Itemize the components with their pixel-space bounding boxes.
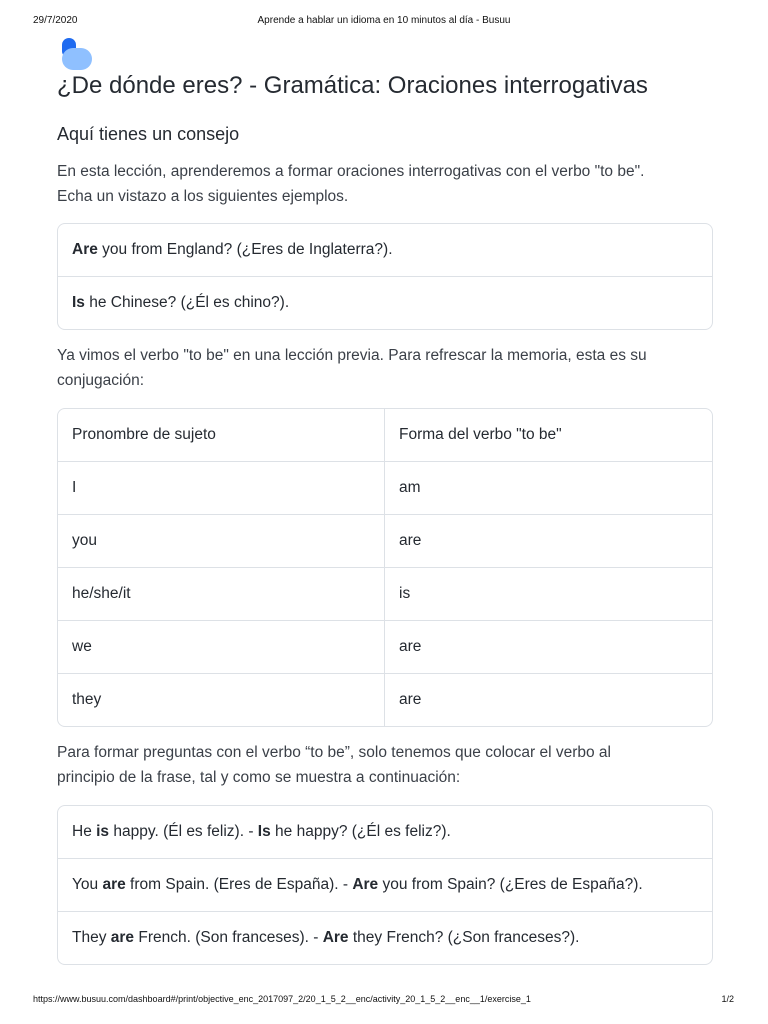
intro-line: En esta lección, aprenderemos a formar oraciones interrogativas con el verbo "to be". bbox=[57, 163, 645, 180]
questions-line: Para formar preguntas con el verbo “to be”, solo tenemos que colocar el verbo al bbox=[57, 744, 611, 761]
table-row bbox=[58, 462, 712, 515]
verb-form-cell: are bbox=[399, 638, 422, 655]
transformations-box bbox=[57, 805, 713, 965]
logo-lower-bowl bbox=[62, 48, 92, 70]
example-verb: Are bbox=[72, 241, 98, 258]
table-row bbox=[58, 674, 712, 726]
page-title: ¿De dónde eres? - Gramática: Oraciones interrogativas bbox=[57, 72, 648, 99]
question-rest: he happy? (¿Él es feliz?). bbox=[270, 823, 451, 840]
example-verb: Is bbox=[72, 294, 85, 311]
recall-paragraph bbox=[57, 343, 717, 393]
examples-box bbox=[57, 223, 713, 330]
print-url: https://www.busuu.com/dashboard#/print/objective_enc_2017097_2/20_1_5_2__enc/activity_20_1_5_2__enc__1/exercise_1 bbox=[33, 994, 531, 1004]
statement-rest: French. (Son franceses). - bbox=[134, 929, 323, 946]
recall-line: Ya vimos el verbo "to be" en una lección previa. Para refrescar la memoria, esta es su bbox=[57, 347, 647, 364]
statement-verb: are bbox=[102, 876, 126, 893]
verb-form-cell: am bbox=[399, 479, 421, 496]
question-verb: Are bbox=[322, 929, 349, 946]
statement-rest: from Spain. (Eres de España). - bbox=[125, 876, 353, 893]
transformation-row bbox=[58, 912, 712, 964]
statement-subject: He bbox=[72, 823, 97, 840]
verb-form-cell: are bbox=[399, 532, 422, 549]
statement-verb: is bbox=[96, 823, 110, 840]
page-number: 1/2 bbox=[721, 994, 734, 1004]
print-date: 29/7/2020 bbox=[33, 15, 78, 26]
conjugation-table bbox=[57, 408, 713, 727]
busuu-logo-icon[interactable] bbox=[61, 37, 93, 71]
pronoun-cell: he/she/it bbox=[58, 568, 385, 620]
pronoun-cell: they bbox=[58, 674, 385, 726]
example-row bbox=[58, 224, 712, 277]
verb-form-cell: are bbox=[399, 691, 422, 708]
example-text: he Chinese? (¿Él es chino?). bbox=[84, 294, 290, 311]
statement-subject: They bbox=[72, 929, 111, 946]
question-rest: they French? (¿Son franceses?). bbox=[348, 929, 580, 946]
verb-form-cell: is bbox=[399, 585, 411, 602]
table-row bbox=[58, 621, 712, 674]
table-row bbox=[58, 515, 712, 568]
question-verb: Is bbox=[257, 823, 271, 840]
pronoun-cell: we bbox=[58, 621, 385, 673]
intro-line: Echa un vistazo a los siguientes ejemplos. bbox=[57, 188, 349, 205]
statement-verb: are bbox=[110, 929, 135, 946]
tip-heading: Aquí tienes un consejo bbox=[57, 124, 240, 144]
questions-line: principio de la frase, tal y como se muestra a continuación: bbox=[57, 769, 461, 786]
example-row bbox=[58, 277, 712, 329]
intro-paragraph bbox=[57, 159, 717, 209]
column-header-pronoun: Pronombre de sujeto bbox=[58, 409, 385, 461]
transformation-row bbox=[58, 806, 712, 859]
table-header-row bbox=[58, 409, 712, 462]
recall-line: conjugación: bbox=[57, 372, 145, 389]
table-row bbox=[58, 568, 712, 621]
column-header-verb-form: Forma del verbo "to be" bbox=[399, 426, 562, 443]
print-page-title: Aprende a hablar un idioma en 10 minutos al día - Busuu bbox=[257, 15, 511, 26]
questions-paragraph bbox=[57, 740, 717, 790]
transformation-row bbox=[58, 859, 712, 912]
question-rest: you from Spain? (¿Eres de España?). bbox=[378, 876, 643, 893]
statement-subject: You bbox=[72, 876, 103, 893]
statement-rest: happy. (Él es feliz). - bbox=[109, 823, 258, 840]
pronoun-cell: you bbox=[58, 515, 385, 567]
question-verb: Are bbox=[352, 876, 379, 893]
pronoun-cell: I bbox=[58, 462, 385, 514]
example-text: you from England? (¿Eres de Inglaterra?). bbox=[97, 241, 393, 258]
